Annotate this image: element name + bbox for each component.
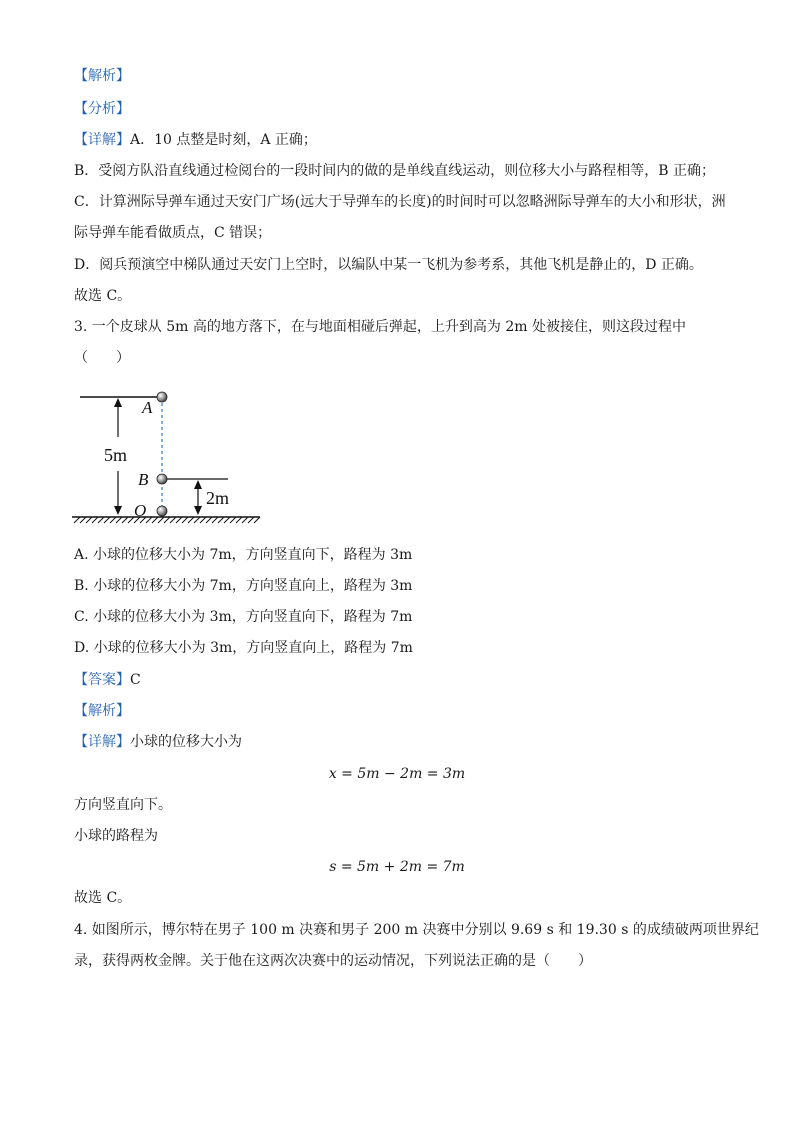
ball-O [157,506,167,516]
option-a-explain: A．10 点整是时刻，A 正确； [130,132,317,148]
option-d-explain: D．阅兵预演空中梯队通过天安门上空时，以编队中某一飞机为参考系，其他飞机是静止的，D 正确。 [74,257,703,273]
fenxi-heading: 【分析】 [74,101,130,117]
ball-B [157,474,167,484]
q4-stem-2: 录，获得两枚金牌。关于他在这两次决赛中的运动情况，下列说法正确的是（ ） [74,953,592,969]
option-b-explain: B．受阅方队沿直线通过检阅台的一段时间内的做的是单线直线运动，则位移大小与路程相等，B 正确； [74,163,716,179]
arrow-up-2m [194,480,202,489]
arrow-up-5m [114,398,122,407]
arrow-down-5m [114,506,122,515]
q3-conclusion: 故选 C。 [74,890,132,906]
q3-answer-line [74,671,141,689]
q3-detail-text: 小球的位移大小为 [130,734,242,750]
answer-value: C [130,672,141,688]
q3-formula-path: s = 5m + 2m = 7m [329,859,465,875]
q3-option-b: B. 小球的位移大小为 7m，方向竖直向上，路程为 3m [74,578,413,594]
label-5m: 5m [104,445,128,465]
q3-direction: 方向竖直向下。 [74,797,172,813]
ground-hatching [74,517,260,523]
label-B: B [138,470,149,489]
q3-option-d: D. 小球的位移大小为 3m，方向竖直向上，路程为 7m [74,640,413,656]
q3-analysis-heading: 【解析】 [74,703,130,719]
q3-detail-tag: 【详解】 [74,734,130,750]
label-O: O [134,501,147,520]
detail-tag: 【详解】 [74,132,130,148]
q3-path-text: 小球的路程为 [74,828,158,844]
q3-paren: （ ） [74,350,130,366]
prev-conclusion: 故选 C。 [74,288,132,304]
arrow-down-2m [194,506,202,515]
ball-A [157,392,167,402]
option-c-explain-2: 际导弹车能看做质点，C 错误； [74,225,272,241]
label-A: A [142,398,153,417]
q3-figure [70,385,270,525]
q3-option-c: C. 小球的位移大小为 3m，方向竖直向下，路程为 7m [74,609,413,625]
option-c-explain-1: C．计算洲际导弹车通过天安门广场(远大于导弹车的长度)的时间时可以忽略洲际导弹车的大小和形状，洲 [74,194,726,210]
q3-formula-displacement: x = 5m − 2m = 3m [328,766,466,782]
analysis-heading: 【解析】 [74,68,130,84]
label-2m: 2m [206,488,230,508]
q3-detail-line [74,733,242,751]
detail-line-a [74,131,317,149]
q3-option-a: A. 小球的位移大小为 7m，方向竖直向下，路程为 3m [74,547,413,563]
q3-stem: 3. 一个皮球从 5m 高的地方落下，在与地面相碰后弹起，上升到高为 2m 处被接住，则这段过程中 [74,319,686,335]
q4-stem-1: 4. 如图所示，博尔特在男子 100 m 决赛和男子 200 m 决赛中分别以 9.69 s 和 19.30 s 的成绩破两项世界纪 [74,922,759,938]
answer-tag: 【答案】 [74,672,130,688]
